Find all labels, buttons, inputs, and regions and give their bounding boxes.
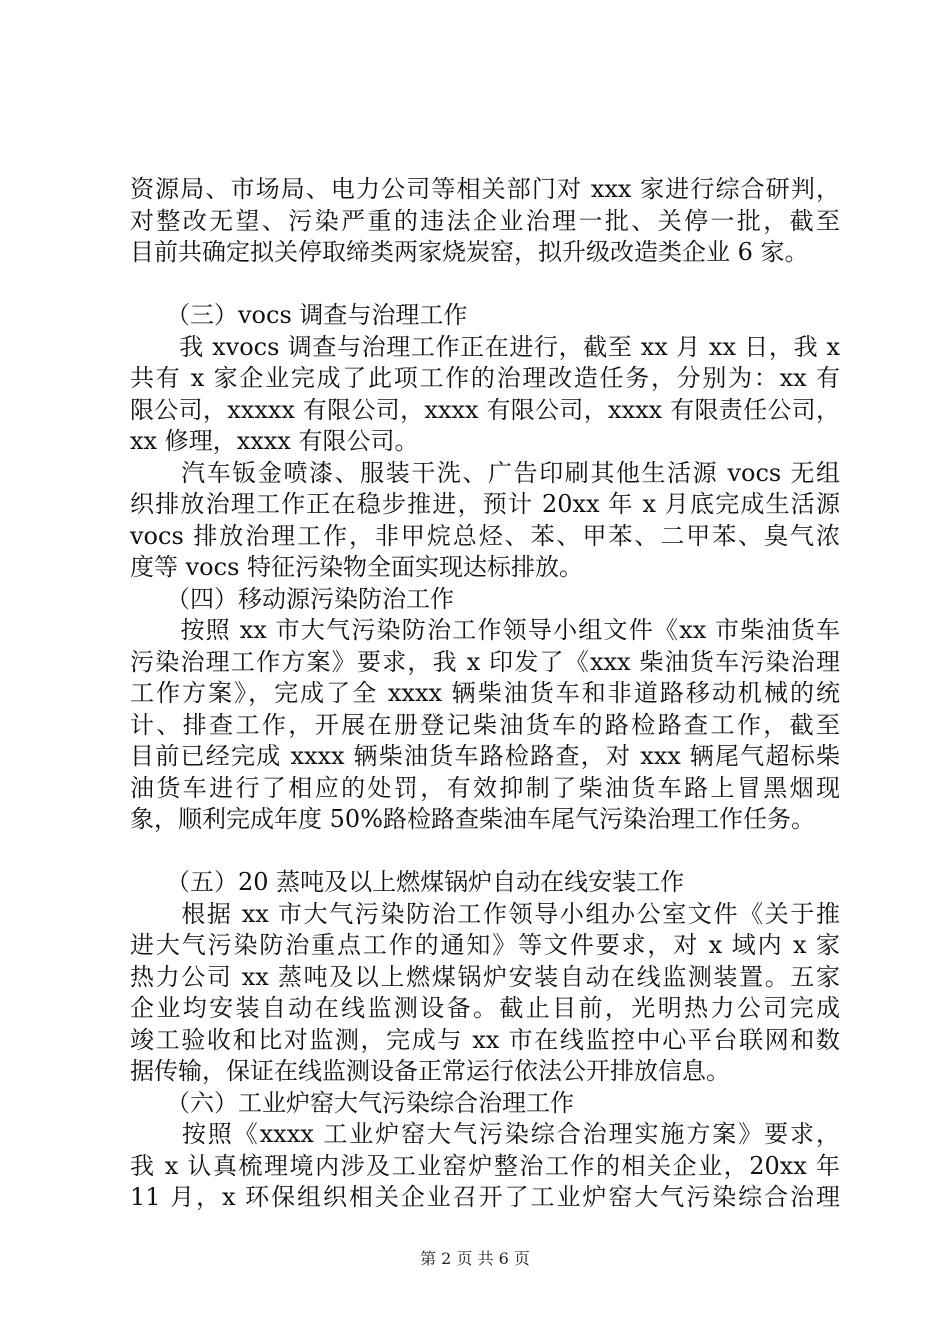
text-line: 计、排查工作，开展在册登记柴油货车的路检路查工作，截至	[130, 710, 840, 739]
text-line: 目前共确定拟关停取缔类两家烧炭窑，拟升级改造类企业 6 家。	[130, 238, 809, 266]
text-line: 进大气污染防治重点工作的通知》等文件要求，对 x 域内 x 家	[130, 931, 840, 959]
text-line: 油货车进行了相应的处罚，有效抑制了柴油货车路上冒黑烟现	[130, 773, 840, 802]
body-text	[130, 174, 840, 1214]
text-line: 企业均安装自动在线监测设备。截止目前，光明热力公司完成	[130, 994, 840, 1022]
text-line: 我 x 认真梳理境内涉及工业窑炉整治工作的相关企业，20xx 年	[130, 1151, 840, 1180]
text-line: （三）vocs 调查与治理工作	[130, 301, 468, 329]
text-line: （五）20 蒸吨及以上燃煤锅炉自动在线安装工作	[130, 868, 685, 896]
text-line: （四）移动源污染防治工作	[130, 584, 454, 613]
text-line: 污染治理工作方案》要求，我 x 印发了《xxx 柴油货车污染治理	[130, 647, 840, 676]
text-line: 限公司，xxxxx 有限公司，xxxx 有限公司，xxxx 有限责任公司，	[130, 395, 840, 424]
text-line: 热力公司 xx 蒸吨及以上燃煤锅炉安装自动在线监测装置。五家	[130, 962, 840, 991]
text-line: 共有 x 家企业完成了此项工作的治理改造任务，分别为：xx 有	[130, 364, 840, 392]
text-line: 竣工验收和比对监测，完成与 xx 市在线监控中心平台联网和数	[130, 1025, 840, 1054]
text-line: vocs 排放治理工作，非甲烷总烃、苯、甲苯、二甲苯、臭气浓	[130, 521, 840, 550]
text-line: 象，顺利完成年度 50%路检路查柴油车尾气污染治理工作任务。	[130, 805, 815, 833]
paragraph-gap	[130, 836, 840, 868]
page-footer: 第 2 页 共 6 页	[420, 1249, 530, 1268]
text-line: 按照《xxxx 工业炉窑大气污染综合治理实施方案》要求，	[130, 1120, 840, 1148]
paragraph-gap	[130, 269, 840, 301]
text-line: 织排放治理工作正在稳步推进，预计 20xx 年 x 月底完成生活源	[130, 490, 840, 518]
text-line: 根据 xx 市大气污染防治工作领导小组办公室文件《关于推	[130, 899, 840, 928]
text-line: 对整改无望、污染严重的违法企业治理一批、关停一批，截至	[130, 206, 840, 235]
text-line: 我 xvocs 调查与治理工作正在进行，截至 xx 月 xx 日，我 x	[130, 332, 840, 361]
text-line: 目前已经完成 xxxx 辆柴油货车路检路查，对 xxx 辆尾气超标柴	[130, 742, 840, 770]
text-line: 11 月，x 环保组织相关企业召开了工业炉窑大气污染综合治理	[130, 1183, 840, 1211]
text-line: 汽车钣金喷漆、服装干洗、广告印刷其他生活源 vocs 无组	[130, 458, 840, 487]
text-line: 据传输，保证在线监测设备正常运行依法公开排放信息。	[130, 1057, 730, 1085]
text-line: 度等 vocs 特征污染物全面实现达标排放。	[130, 553, 584, 581]
text-line: （六）工业炉窑大气污染综合治理工作	[130, 1088, 574, 1117]
text-line: 工作方案》，完成了全 xxxx 辆柴油货车和非道路移动机械的统	[130, 679, 840, 707]
text-line: 资源局、市场局、电力公司等相关部门对 xxx 家进行综合研判，	[130, 175, 840, 203]
text-line: xx 修理，xxxx 有限公司。	[130, 427, 419, 455]
text-line: 按照 xx 市大气污染防治工作领导小组文件《xx 市柴油货车	[130, 616, 840, 644]
